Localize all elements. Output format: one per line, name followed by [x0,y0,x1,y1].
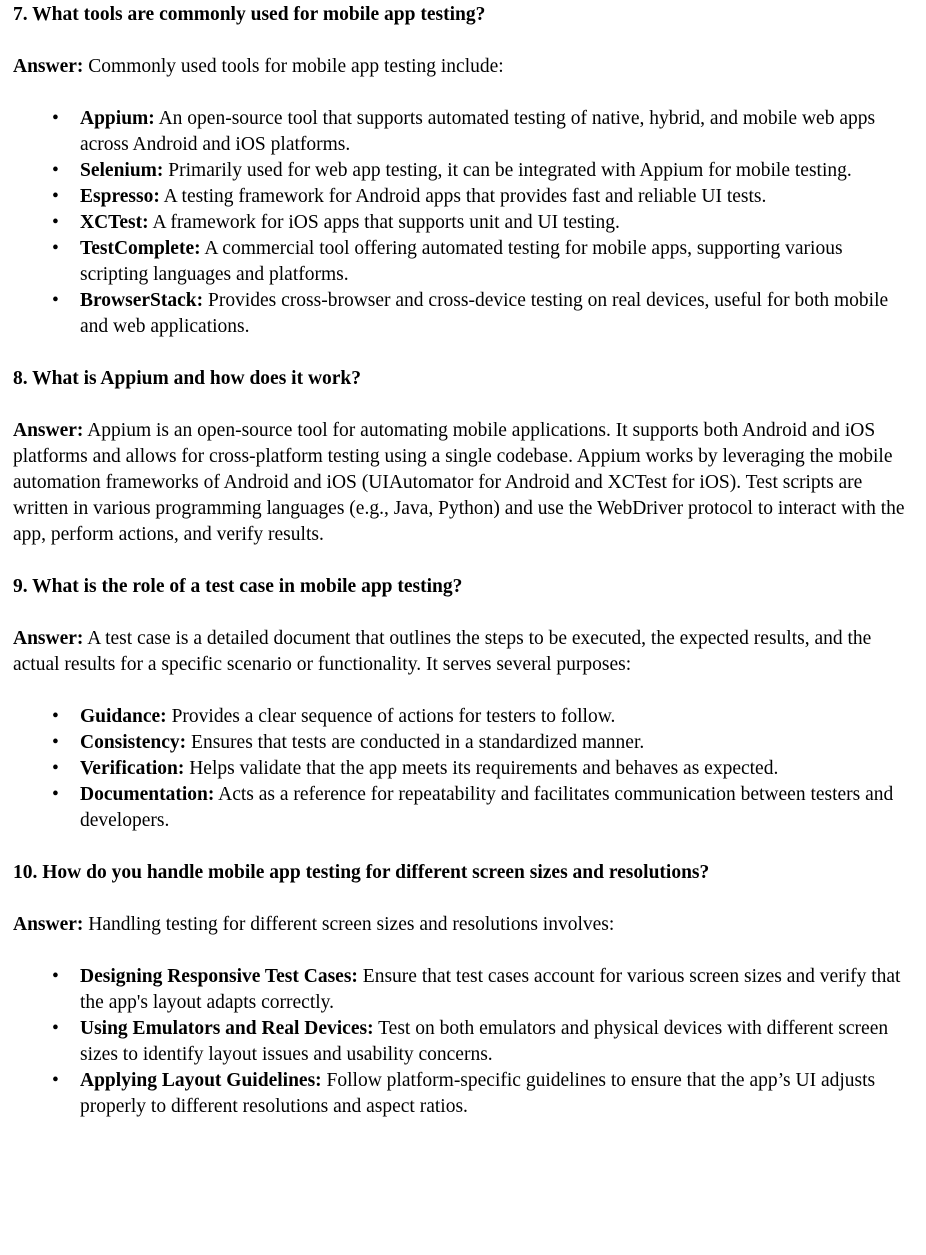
bullet-term: BrowserStack: [80,290,204,311]
bullet-item [13,184,913,210]
bullet-term: XCTest: [80,212,149,233]
bullet-text: Helps validate that the app meets its requirements and behaves as expected. [189,758,779,779]
bullet-item [13,1068,913,1120]
bullet-text: Provides a clear sequence of actions for testers to follow. [171,706,616,727]
question-heading: 10. How do you handle mobile app testing for different screen sizes and resolutions? [13,862,710,883]
bullet-text: Primarily used for web app testing, it can be integrated with Appium for mobile testing. [168,160,852,181]
bullet-item [13,106,913,158]
question-heading: 7. What tools are commonly used for mobile app testing? [13,4,486,25]
bullet-term: Espresso: [80,186,160,207]
bullet-text: A framework for iOS apps that supports unit and UI testing. [152,212,620,233]
bullet-item [13,730,913,756]
bullet-icon: • [52,784,59,805]
answer-paragraph [13,418,913,548]
bullet-item [13,210,913,236]
question-heading: 9. What is the role of a test case in mobile app testing? [13,576,463,597]
bullet-term: Designing Responsive Test Cases: [80,966,358,987]
bullet-icon: • [52,706,59,727]
bullet-text: A commercial tool offering automated testing for mobile apps, supporting various scripting languages and platforms. [80,238,843,285]
bullet-item [13,158,913,184]
bullet-term: Guidance: [80,706,167,727]
answer-text: Commonly used tools for mobile app testing include: [88,56,504,77]
bullet-term: Appium: [80,108,155,129]
bullet-list [13,704,913,834]
bullet-text: Ensures that tests are conducted in a standardized manner. [191,732,645,753]
bullet-text: An open-source tool that supports automated testing of native, hybrid, and mobile web apps across Android and iOS platforms. [80,108,876,155]
bullet-item [13,288,913,340]
bullet-icon: • [52,186,59,207]
bullet-text: A testing framework for Android apps that provides fast and reliable UI tests. [163,186,767,207]
qa-section [13,860,913,1120]
bullet-icon: • [52,758,59,779]
answer-text: Appium is an open-source tool for automating mobile applications. It supports both Android and iOS platforms and allows for cross-platform testing using a single codebase. Appium works by leveraging the mobile automation frameworks of Android and iOS (UIAutomator for Android and XCTest for iOS). Test scripts are written in various programming languages (e.g., Java, Python) and use the WebDriver protocol to interact with the app, perform actions, and verify results. [13,420,905,545]
bullet-icon: • [52,290,59,311]
bullet-text: Acts as a reference for repeatability and facilitates communication between testers and developers. [80,784,894,831]
bullet-text: Follow platform-specific guidelines to ensure that the app’s UI adjusts properly to different resolutions and aspect ratios. [80,1070,876,1117]
answer-label: Answer: [13,56,84,77]
bullet-term: Documentation: [80,784,215,805]
bullet-term: Using Emulators and Real Devices: [80,1018,374,1039]
bullet-item [13,964,913,1016]
bullet-term: Consistency: [80,732,187,753]
bullet-list [13,964,913,1120]
bullet-term: Applying Layout Guidelines: [80,1070,322,1091]
answer-paragraph [13,626,913,678]
bullet-item [13,704,913,730]
bullet-icon: • [52,732,59,753]
qa-section [13,366,913,548]
answer-paragraph [13,912,913,938]
bullet-icon: • [52,238,59,259]
qa-section [13,2,913,340]
answer-paragraph [13,54,913,80]
bullet-item [13,1016,913,1068]
bullet-icon: • [52,1018,59,1039]
answer-label: Answer: [13,628,84,649]
bullet-term: Selenium: [80,160,164,181]
bullet-term: TestComplete: [80,238,201,259]
bullet-text: Ensure that test cases account for various screen sizes and verify that the app's layout adapts correctly. [80,966,901,1013]
question-heading: 8. What is Appium and how does it work? [13,368,362,389]
bullet-item [13,236,913,288]
bullet-list [13,106,913,340]
bullet-icon: • [52,966,59,987]
bullet-text: Provides cross-browser and cross-device testing on real devices, useful for both mobile and web applications. [80,290,889,337]
bullet-icon: • [52,160,59,181]
bullet-item [13,782,913,834]
bullet-icon: • [52,108,59,129]
answer-label: Answer: [13,420,84,441]
answer-label: Answer: [13,914,84,935]
qa-section [13,574,913,834]
bullet-text: Test on both emulators and physical devices with different screen sizes to identify layout issues and usability concerns. [80,1018,889,1065]
answer-text: A test case is a detailed document that outlines the steps to be executed, the expected results, and the actual results for a specific scenario or functionality. It serves several purposes: [13,628,872,675]
bullet-item [13,756,913,782]
bullet-term: Verification: [80,758,185,779]
bullet-icon: • [52,1070,59,1091]
bullet-icon: • [52,212,59,233]
answer-text: Handling testing for different screen sizes and resolutions involves: [88,914,615,935]
